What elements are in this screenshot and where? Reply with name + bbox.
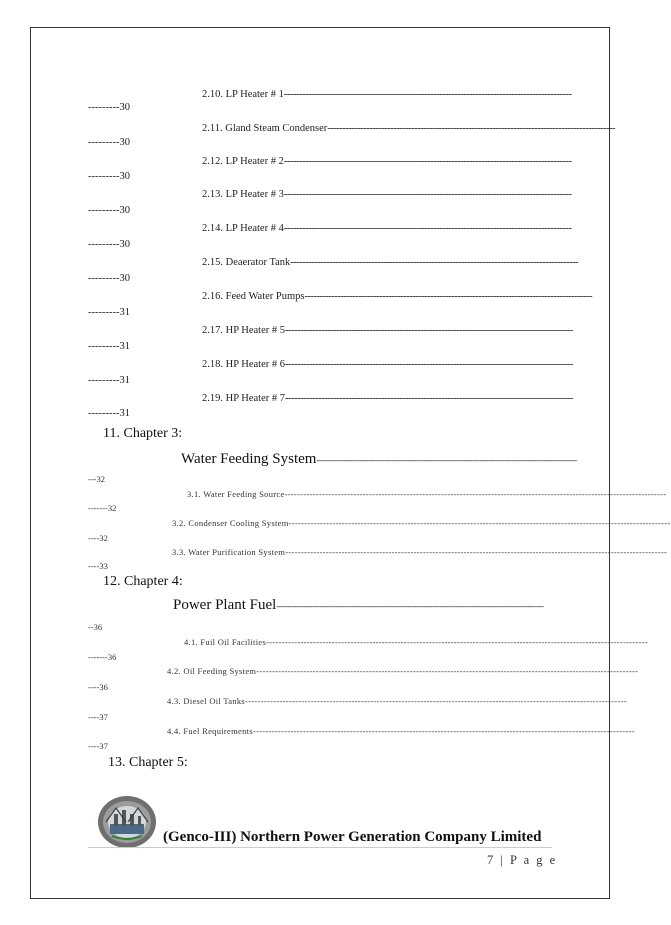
chapter3-heading[interactable]: 11. Chapter 3: xyxy=(103,426,183,441)
toc-page: ----33 xyxy=(88,561,108,571)
toc-entry[interactable]: 2.17. HP Heater # 5------------------------------------------------------------------------------------------------ xyxy=(202,325,573,336)
toc-page: ----32 xyxy=(88,533,108,543)
toc-entry[interactable]: 2.14. LP Heater # 4------------------------------------------------------------------------------------------------ xyxy=(202,223,572,234)
toc-page: ----37 xyxy=(88,712,108,722)
toc-page: ---------31 xyxy=(88,307,130,318)
chapter4-heading[interactable]: 12. Chapter 4: xyxy=(103,574,183,589)
footer-company-name: (Genco-III) Northern Power Generation Company Limited xyxy=(163,829,542,845)
toc-page: ---32 xyxy=(88,474,105,484)
toc-page: ---------31 xyxy=(88,408,130,419)
toc-page: ---------30 xyxy=(88,205,130,216)
footer-divider xyxy=(88,847,552,848)
toc-entry[interactable]: 2.12. LP Heater # 2------------------------------------------------------------------------------------------------ xyxy=(202,156,572,167)
toc-page: -------32 xyxy=(88,503,117,513)
toc-subentry[interactable]: 3.3. Water Purification System-------------------------------------------------------------------------------------------------------------------------- xyxy=(172,547,668,557)
toc-subentry[interactable]: 4.3. Diesel Oil Tanks-------------------------------------------------------------------------------------------------------------------------- xyxy=(167,696,627,706)
toc-entry[interactable]: 2.15. Deaerator Tank------------------------------------------------------------------------------------------------ xyxy=(202,257,578,268)
toc-entry[interactable]: 2.10. LP Heater # 1------------------------------------------------------------------------------------------------ xyxy=(202,89,572,100)
toc-page: --36 xyxy=(88,622,103,632)
toc-entry[interactable]: 2.18. HP Heater # 6------------------------------------------------------------------------------------------------ xyxy=(202,359,573,370)
toc-subentry[interactable]: 3.1. Water Feeding Source-------------------------------------------------------------------------------------------------------------------------- xyxy=(187,489,667,499)
toc-page: ---------31 xyxy=(88,341,130,352)
toc-entry[interactable]: 2.11. Gland Steam Condenser------------------------------------------------------------------------------------------------ xyxy=(202,123,615,134)
toc-page: ---------30 xyxy=(88,239,130,250)
toc-page: ----36 xyxy=(88,682,108,692)
chapter5-heading[interactable]: 13. Chapter 5: xyxy=(108,755,188,770)
company-logo-icon xyxy=(96,794,158,850)
toc-page: ---------30 xyxy=(88,171,130,182)
chapter3-title[interactable]: Water Feeding System------------------------------------------------------------------------------------------------------------------- xyxy=(181,451,577,467)
toc-page: ---------30 xyxy=(88,102,130,113)
toc-page: ---------31 xyxy=(88,375,130,386)
toc-page: ----37 xyxy=(88,741,108,751)
toc-subentry[interactable]: 4.4. Fuel Requirements-------------------------------------------------------------------------------------------------------------------------- xyxy=(167,726,635,736)
toc-entry[interactable]: 2.13. LP Heater # 3------------------------------------------------------------------------------------------------ xyxy=(202,189,572,200)
toc-page: -------36 xyxy=(88,652,117,662)
toc-entry[interactable]: 2.19. HP Heater # 7------------------------------------------------------------------------------------------------ xyxy=(202,393,573,404)
toc-entry[interactable]: 2.16. Feed Water Pumps------------------------------------------------------------------------------------------------ xyxy=(202,291,593,302)
toc-subentry[interactable]: 4.2. Oil Feeding System-------------------------------------------------------------------------------------------------------------------------- xyxy=(167,666,639,676)
page-number: 7 | P a g e xyxy=(487,853,558,867)
toc-subentry[interactable]: 4.1. Fuil Oil Facilities-------------------------------------------------------------------------------------------------------------------------- xyxy=(184,637,648,647)
chapter4-title[interactable]: Power Plant Fuel---------------------------------------------------------------------------------------------------------------------- xyxy=(173,597,544,613)
toc-page: ---------30 xyxy=(88,137,130,148)
toc-page: ---------30 xyxy=(88,273,130,284)
toc-subentry[interactable]: 3.2. Condenser Cooling System-------------------------------------------------------------------------------------------------------------------------- xyxy=(172,518,671,528)
